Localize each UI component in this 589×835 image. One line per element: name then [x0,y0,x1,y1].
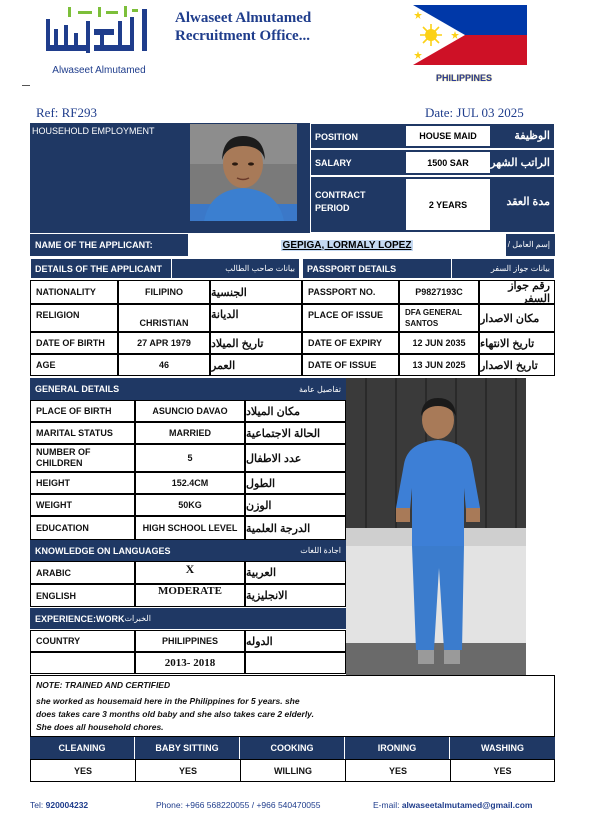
company-name-line2: Recruitment Office... [175,28,310,44]
skill-ironing-header: IRONING [345,737,450,759]
applicant-name-arabic: إسم العامل / العاملة [483,240,550,249]
table-row [30,516,346,540]
weight-arabic: الوزن [245,494,346,516]
contract-arabic: مدة العقد [506,196,550,208]
english-language-value: MODERATE [135,584,245,607]
footer-phone: Phone: +966 568220055 / +966 540470055 [156,800,321,810]
contract-value: 2 YEARS [406,179,490,230]
place-of-issue-label: PLACE OF ISSUE [302,304,399,332]
details-header-label: DETAILS OF THE APPLICANT [35,264,162,274]
country-name: PHILIPPINES [436,73,493,83]
number-of-children-label: NUMBER OF CHILDREN [30,444,135,472]
nationality-label: NATIONALITY [30,280,118,304]
table-row [30,400,346,422]
languages-header [30,540,346,561]
footer-tel-label: Tel: [30,800,44,810]
contract-label-line2: PERIOD [315,203,350,213]
height-arabic: الطول [245,472,346,494]
religion-value: CHRISTIAN [118,304,210,332]
age-arabic: العمر [210,354,302,376]
details-header-arabic: بيانات صاحب الطالب [225,264,295,273]
note-title: NOTE: TRAINED AND CERTIFIED [36,680,171,690]
place-of-issue-arabic: مكان الاصدار [479,304,555,332]
passport-no-arabic: رقم جواز السفر [479,280,555,304]
place-of-issue-value: DFA GENERAL SANTOS [399,304,479,332]
general-details-header [30,378,346,400]
languages-table [30,561,346,607]
table-row [30,354,555,376]
nationality-value: FILIPINO [118,280,210,304]
details-table [30,280,555,376]
date-of-expiry-arabic: تاريخ الانتهاء [479,332,555,354]
height-value: 152.4CM [135,472,245,494]
date-of-birth-label: DATE OF BIRTH [30,332,118,354]
contract-label [315,189,366,215]
education-label: EDUCATION [30,516,135,540]
table-row [30,280,555,304]
date-of-issue-value: 13 JUN 2025 [399,354,479,376]
passport-header-label: PASSPORT DETAILS [307,264,397,274]
passport-no-value: P9827193C [399,280,479,304]
marital-status-value: MARRIED [135,422,245,444]
date-of-birth-value: 27 APR 1979 [118,332,210,354]
experience-table [30,630,346,674]
arabic-language-arabic: العربية [245,561,346,584]
date-of-issue-arabic: تاريخ الاصدار [479,354,555,376]
logo-caption: Alwaseet Almutamed [52,65,146,76]
age-label: AGE [30,354,118,376]
skill-baby-sitting-header: BABY SITTING [135,737,240,759]
height-label: HEIGHT [30,472,135,494]
languages-arabic: اجادة اللغات [300,546,341,555]
position-value: HOUSE MAID [406,126,490,146]
footer-email [373,800,532,810]
company-logo [38,5,160,77]
applicant-name-row [30,234,555,256]
note-line-1: she worked as housemaid here in the Philippines for 5 years. she [36,696,300,706]
date-of-expiry-label: DATE OF EXPIRY [302,332,399,354]
salary-value: 1500 SAR [406,152,490,173]
note-box [30,675,555,737]
skill-cooking-header: COOKING [240,737,345,759]
table-row [30,304,555,332]
position-arabic: الوظيفة [514,130,550,142]
table-row [30,561,346,584]
skills-header-row [30,737,555,759]
position-label: POSITION [315,132,359,142]
place-of-birth-value: ASUNCIO DAVAO [135,400,245,422]
footer-tel [30,800,88,810]
applicant-full-photo [346,378,526,675]
footer-tel-number: 920004232 [45,800,89,810]
languages-label: KNOWLEDGE ON LANGUAGES [35,545,171,556]
general-table [30,400,346,540]
date-of-birth-arabic: تاريخ الميلاد [210,332,302,354]
table-row [30,422,346,444]
experience-header [30,608,346,629]
date-of-expiry-value: 12 JUN 2035 [399,332,479,354]
arabic-language-value: X [135,561,245,584]
place-of-birth-label: PLACE OF BIRTH [30,400,135,422]
salary-label: SALARY [315,158,352,168]
experience-country-arabic: الدوله [245,630,346,652]
experience-country-label: COUNTRY [30,630,135,652]
table-row [30,444,346,472]
contract-row [310,176,555,233]
nationality-arabic: الجنسية [210,280,302,304]
age-value: 46 [118,354,210,376]
religion-arabic: الديانة [210,304,302,332]
position-row [310,123,555,149]
english-language-arabic: الانجليزية [245,584,346,607]
weight-value: 50KG [135,494,245,516]
experience-country-value: PHILIPPINES [135,630,245,652]
skill-cleaning-value: YES [31,760,136,781]
skill-washing-value: YES [493,765,512,776]
experience-years: 2013- 2018 [135,652,245,674]
note-line-3: She does all household chores. [36,722,164,732]
marital-status-label: MARITAL STATUS [30,422,135,444]
salary-row [310,149,555,176]
document-date: Date: JUL 03 2025 [425,105,524,120]
contract-label-line1: CONTRACT [315,190,366,200]
number-of-children-arabic: عدد الاطفال [245,444,346,472]
education-value: HIGH SCHOOL LEVEL [135,516,245,540]
date-of-issue-label: DATE OF ISSUE [302,354,399,376]
experience-arabic: الخبرات [124,614,151,623]
table-row [30,584,346,607]
number-of-children-value: 5 [135,444,245,472]
general-details-label: GENERAL DETAILS [35,384,120,394]
weight-label: WEIGHT [30,494,135,516]
table-row [30,630,346,652]
applicant-name: GEPIGA, LORMALY LOPEZ [282,239,412,251]
footer-email-address: alwaseetalmutamed@gmail.com [401,800,533,810]
table-row [30,494,346,516]
skill-ironing-value: YES [346,760,451,781]
company-name [175,9,311,45]
applicant-face-photo [190,124,297,221]
english-language-label: ENGLISH [30,584,135,607]
passport-header [302,258,555,279]
passport-header-arabic: بيانات جواز السفر [490,264,550,273]
table-row [30,652,346,674]
place-of-birth-arabic: مكان الميلاد [245,400,346,422]
applicant-name-label: NAME OF THE APPLICANT: [35,240,153,250]
household-employment-label: HOUSEHOLD EMPLOYMENT [32,126,155,136]
note-line-2: does takes care 3 months old baby and she also takes care 2 elderly. [36,709,314,719]
footer-email-label: E-mail: [373,800,400,810]
table-row [30,332,555,354]
company-name-line1: Alwaseet Almutamed [175,10,312,26]
experience-label: EXPERIENCE:WORK [35,613,125,624]
passport-no-label: PASSPORT NO. [302,280,399,304]
reference-number: Ref: RF293 [36,105,98,120]
skill-cooking-value: WILLING [241,760,346,781]
skills-value-row [30,759,555,782]
religion-label: RELIGION [30,304,118,332]
skill-cleaning-header: CLEANING [30,737,135,759]
education-arabic: الدرجة العلمية [245,516,346,540]
marital-status-arabic: الحالة الاجتماعية [245,422,346,444]
salary-arabic: الراتب الشهري [481,157,550,169]
header-rule [22,85,30,86]
philippines-flag [413,5,527,65]
skill-baby-sitting-value: YES [136,760,241,781]
details-header [30,258,300,279]
skill-washing-header: WASHING [480,743,524,753]
arabic-language-label: ARABIC [30,561,135,584]
table-row [30,472,346,494]
general-details-arabic: تفاصيل عامة [299,384,341,394]
